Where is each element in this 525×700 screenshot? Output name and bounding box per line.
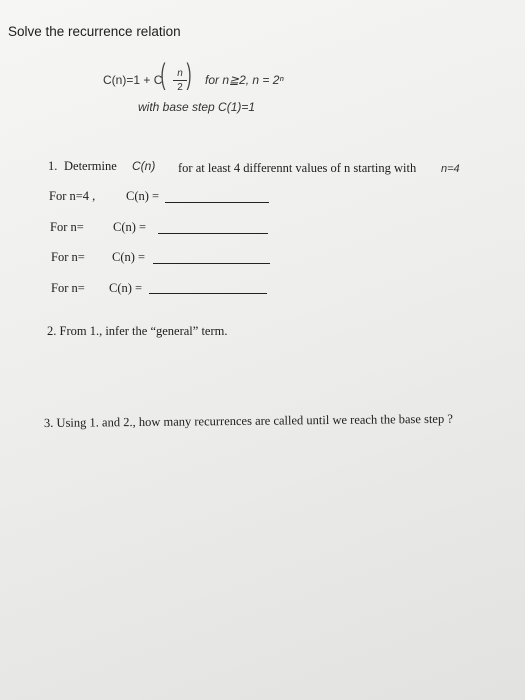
fraction-numerator: n xyxy=(177,68,183,79)
page-title: Solve the recurrence relation xyxy=(8,24,181,39)
row-c-label: C(n) = xyxy=(113,220,147,234)
answer-blank-2[interactable] xyxy=(158,233,268,234)
right-paren-icon: ) xyxy=(186,58,192,91)
fraction-denominator: 2 xyxy=(177,82,183,93)
recurrence-lhs: C(n)=1 + C xyxy=(103,73,163,87)
left-paren-icon: ( xyxy=(160,58,166,91)
answer-blank-1[interactable] xyxy=(165,202,269,203)
question-1-math-n: n=4 xyxy=(441,163,460,175)
question-2: 2. From 1., infer the “general” term. xyxy=(47,324,228,338)
question-3: 3. Using 1. and 2., how many recurrences are called until we reach the base step ? xyxy=(43,411,453,430)
row-n-label: For n= xyxy=(50,220,84,234)
question-1-math-c: C(n) xyxy=(132,159,156,173)
recurrence-condition: for n≧2, n = 2ⁿ xyxy=(205,73,284,87)
question-1-text-b: for at least 4 differennt values of n starting with xyxy=(178,161,417,175)
answer-blank-4[interactable] xyxy=(149,293,267,294)
answer-blank-3[interactable] xyxy=(153,263,270,264)
base-step: with base step C(1)=1 xyxy=(138,100,256,114)
question-1-number: 1. xyxy=(48,159,58,173)
row-n-label: For n=4 , xyxy=(49,189,96,203)
row-c-label: C(n) = xyxy=(126,189,160,203)
row-c-label: C(n) = xyxy=(112,250,146,264)
row-c-label: C(n) = xyxy=(109,281,143,295)
question-1-text-a: Determine xyxy=(64,159,117,173)
row-n-label: For n= xyxy=(51,281,85,295)
row-n-label: For n= xyxy=(51,250,85,264)
fraction-bar xyxy=(173,80,187,81)
fraction-n-over-2 xyxy=(173,68,187,93)
